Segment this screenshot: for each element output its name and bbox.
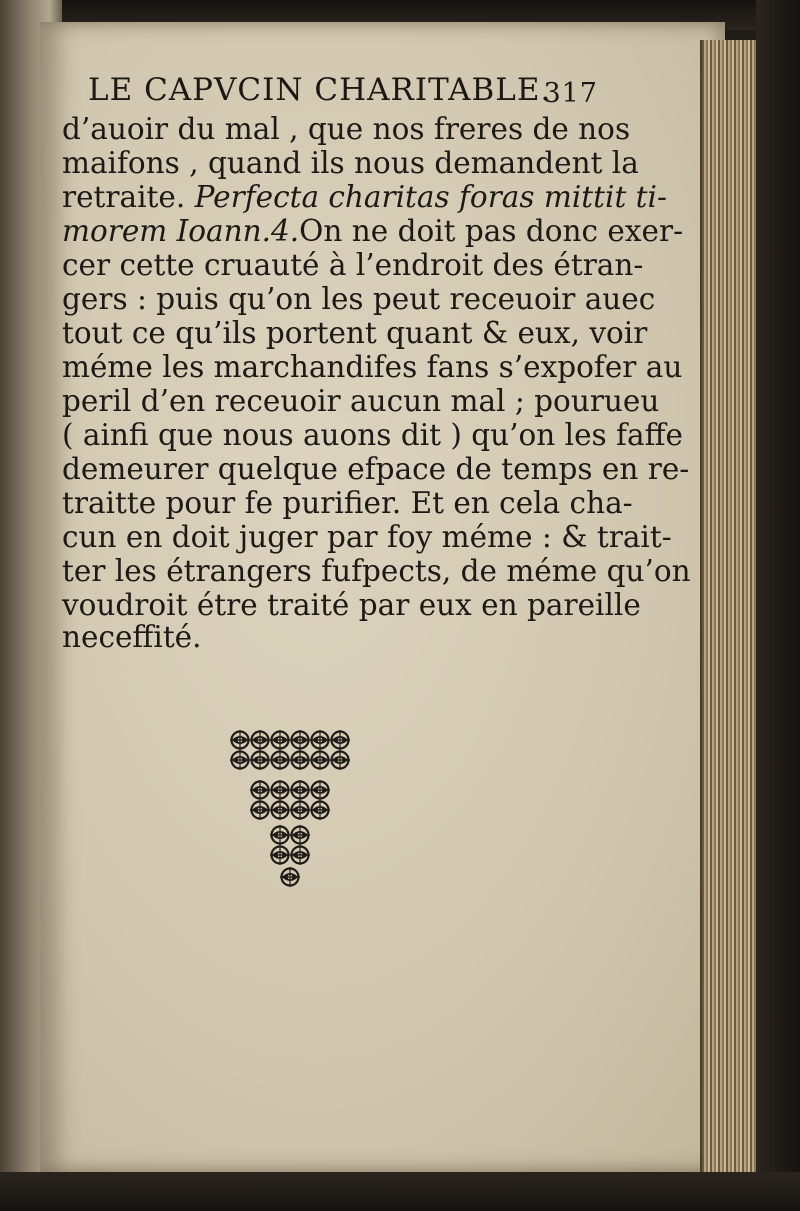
book-bottom-edge bbox=[0, 1172, 800, 1211]
book-cover-edge bbox=[756, 0, 800, 1211]
text-line: morem Ioann.4.On ne doit pas donc exer- bbox=[62, 214, 684, 248]
text-line: maifons , quand ils nous demandent la bbox=[62, 146, 639, 180]
text-line: demeurer quelque efpace de temps en re- bbox=[62, 452, 690, 486]
text-line: tout ce qu’ils portent quant & eux, voir bbox=[62, 316, 648, 350]
text-line: gers : puis qu’on les peut receuoir auec bbox=[62, 282, 656, 316]
page-number: 317 bbox=[543, 78, 598, 109]
running-header bbox=[88, 72, 598, 112]
text-line: neceffité. bbox=[62, 620, 202, 654]
text-line: voudroit étre traité par eux en pareille bbox=[62, 588, 641, 622]
text-line: ( ainfi que nous auons dit ) qu’on les faffe bbox=[62, 418, 683, 452]
text-line: ter les étrangers fufpects, de méme qu’on bbox=[62, 554, 691, 588]
text-line: cun en doit juger par foy méme : & trait- bbox=[62, 520, 672, 554]
text-line: cer cette cruauté à l’endroit des étran- bbox=[62, 248, 644, 282]
text-line: peril d’en receuoir aucun mal ; pourueu bbox=[62, 384, 660, 418]
text-line: retraite. Perfecta charitas foras mittit ti- bbox=[62, 180, 667, 214]
text-line: d’auoir du mal , que nos freres de nos bbox=[62, 112, 631, 146]
text-line: méme les marchandifes fans s’expofer au bbox=[62, 350, 683, 384]
printers-ornament-icon bbox=[220, 725, 360, 900]
text-line: traitte pour fe purifier. Et en cela cha- bbox=[62, 486, 633, 520]
running-title: LE CAPVCIN CHARITABLE. bbox=[88, 72, 552, 108]
page-stack-edge bbox=[700, 40, 758, 1180]
